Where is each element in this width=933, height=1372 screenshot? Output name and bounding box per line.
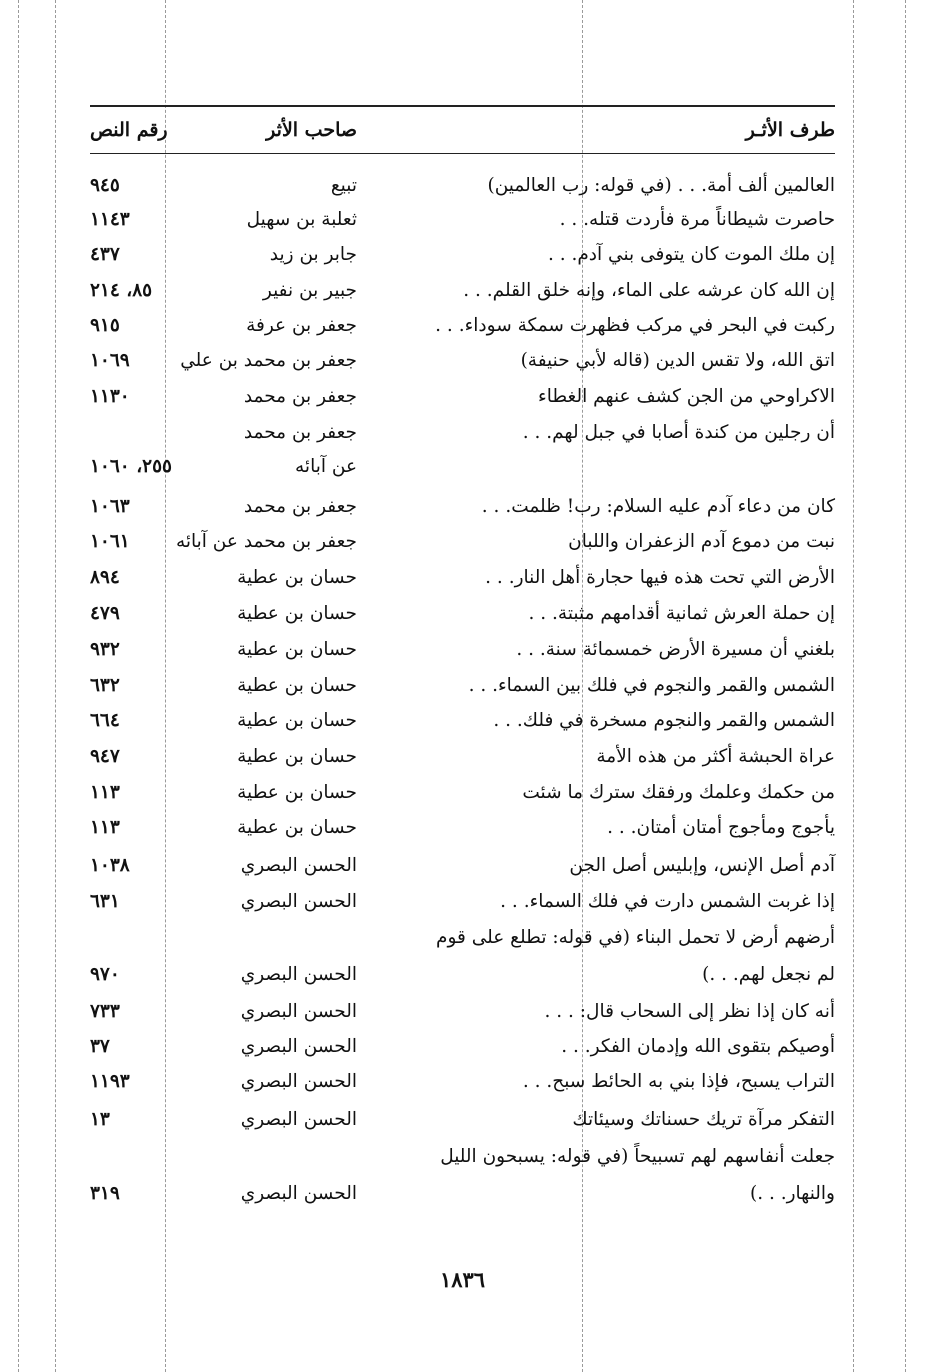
top-rule — [90, 105, 835, 107]
row-number: ٣٧ — [90, 1036, 110, 1057]
row-author: عن آبائه — [295, 456, 357, 477]
header-rule — [90, 153, 835, 154]
row-number — [90, 1144, 185, 1172]
row-number: ٧٣٣ — [90, 1001, 120, 1022]
row-number: ١٠٦٣ — [90, 496, 130, 517]
row-number: ٤٣٧ — [90, 244, 120, 265]
row-number: ٢٥٥، ١٠٦٠ — [90, 456, 172, 477]
row-text: لم نجعل لهم. . .) — [702, 964, 835, 985]
row-text: والنهار. . .) — [749, 1183, 835, 1204]
row-text: الشمس والقمر والنجوم في فلك بين السماء. . . — [468, 675, 835, 696]
row-number: ١٠٣٨ — [90, 855, 130, 876]
row-number: ٣١٩ — [90, 1183, 120, 1204]
row-number: ١١٤٣ — [90, 209, 130, 230]
header-text-column: طرف الأثـر — [745, 119, 835, 141]
row-text: أرضهم أرض لا تحمل البناء (في قوله: تطلع على قوم — [435, 927, 835, 948]
margin-guide-line — [55, 0, 56, 1372]
row-text: أوصيكم بتقوى الله وإدمان الفكر. . . — [561, 1036, 835, 1057]
row-text: بلغني أن مسيرة الأرض خمسمائة سنة. . . — [516, 639, 835, 660]
row-number: ١١٣٠ — [90, 386, 130, 407]
row-author: جعفر بن عرفة — [246, 315, 357, 336]
row-number: ٦٦٤ — [90, 710, 120, 731]
row-text: إن الله كان عرشه على الماء، وإنه خلق القلم. . . — [463, 280, 835, 301]
row-text: أنه كان إذا نظر إلى السحاب قال: . . . — [544, 1001, 835, 1022]
row-text: إذا غربت الشمس دارت في فلك السماء. . . — [500, 891, 835, 912]
row-text: اتق الله، ولا تقس الدين (قاله لأبي حنيفة) — [520, 350, 835, 371]
row-author: حسان بن عطية — [237, 782, 357, 803]
row-number: ٨٩٤ — [90, 567, 120, 588]
row-number: ١٠٦١ — [90, 531, 130, 552]
row-text: كان من دعاء آدم عليه السلام: رب! ظلمت. . . — [481, 496, 835, 517]
row-author: الحسن البصري — [240, 1071, 357, 1092]
row-text: إن حملة العرش ثمانية أقدامهم مثبتة. . . — [528, 603, 835, 624]
row-author: جعفر بن محمد — [243, 496, 357, 517]
row-author: الحسن البصري — [240, 855, 357, 876]
row-number: ١١٩٣ — [90, 1071, 130, 1092]
row-author: حسان بن عطية — [237, 710, 357, 731]
row-author: جبير بن نفير — [262, 280, 357, 301]
margin-guide-line — [905, 0, 906, 1372]
row-number — [90, 925, 185, 953]
row-text: عراة الحبشة أكثر من هذه الأمة — [596, 746, 835, 767]
margin-guide-line — [18, 0, 19, 1372]
row-number: ٩٧٠ — [90, 964, 120, 985]
row-number: ١٠٦٩ — [90, 350, 130, 371]
row-text: أن رجلين من كندة أصابا في جبل لهم. . . — [522, 422, 835, 443]
row-author: الحسن البصري — [240, 1001, 357, 1022]
row-author: جابر بن زيد — [269, 244, 357, 265]
row-author: جعفر بن محمد — [243, 386, 357, 407]
row-author: حسان بن عطية — [237, 746, 357, 767]
margin-guide-line — [853, 0, 854, 1372]
row-author: جعفر بن محمد — [243, 422, 357, 443]
row-author: حسان بن عطية — [237, 675, 357, 696]
row-text: ركبت في البحر في مركب فظهرت سمكة سوداء. . . — [435, 315, 835, 336]
row-number: ٩٤٥ — [90, 175, 120, 196]
row-author: الحسن البصري — [240, 1109, 357, 1130]
row-number: ٦٣١ — [90, 891, 120, 912]
row-text: من حكمك وعلمك ورفقك سترك ما شئت — [522, 782, 835, 803]
row-author: الحسن البصري — [240, 891, 357, 912]
row-author: الحسن البصري — [240, 964, 357, 985]
row-text: الشمس والقمر والنجوم مسخرة في فلك. . . — [493, 710, 835, 731]
row-author: حسان بن عطية — [237, 639, 357, 660]
row-text: نبت من دموع آدم الزعفران واللبان — [568, 531, 835, 552]
row-number: ٩٣٢ — [90, 639, 120, 660]
page-number: ١٨٣٦ — [439, 1267, 486, 1292]
row-number: ٨٥، ٢١٤ — [90, 280, 153, 301]
row-text — [405, 454, 835, 482]
row-number: ١٣ — [90, 1109, 110, 1130]
row-number: ٩٤٧ — [90, 746, 120, 767]
row-text: حاصرت شيطاناً مرة فأردت قتله. . . — [559, 209, 835, 230]
row-number: ١١٣ — [90, 782, 120, 803]
header-author-column: صاحب الأثر — [266, 119, 357, 141]
row-author: جعفر بن محمد عن آبائه — [175, 531, 357, 552]
row-author: الحسن البصري — [240, 1036, 357, 1057]
row-text: الاكراوحي من الجن كشف عنهم الغطاء — [538, 386, 835, 407]
row-text: التفكر مرآة تريك حسناتك وسيئاتك — [572, 1109, 835, 1130]
header-number-column: رقم النص — [90, 119, 168, 141]
row-author: حسان بن عطية — [237, 567, 357, 588]
row-number: ١١٣ — [90, 817, 120, 838]
row-author: الحسن البصري — [240, 1183, 357, 1204]
row-author: جعفر بن محمد بن علي — [180, 350, 357, 371]
index-page — [90, 105, 835, 1305]
row-author: حسان بن عطية — [237, 603, 357, 624]
row-author: تبيع — [330, 175, 357, 196]
row-author: حسان بن عطية — [237, 817, 357, 838]
row-number — [90, 420, 185, 448]
row-number: ٦٣٢ — [90, 675, 120, 696]
row-text: جعلت أنفاسهم لهم تسبيحاً (في قوله: يسبحون الليل — [440, 1146, 835, 1167]
row-text: التراب يسبح، فإذا بني به الحائط سبح. . . — [522, 1071, 835, 1092]
row-author: ثعلبة بن سهيل — [246, 209, 357, 230]
row-text: آدم أصل الإنس، وإبليس أصل الجن — [569, 855, 835, 876]
row-number: ٤٧٩ — [90, 603, 120, 624]
row-text: العالمين ألف أمة. . . (في قوله: رب العالمين) — [487, 175, 835, 196]
row-number: ٩١٥ — [90, 315, 120, 336]
row-text: يأجوج ومأجوج أمتان أمتان. . . — [607, 817, 835, 838]
row-text: الأرض التي تحت هذه فيها حجارة أهل النار. . . — [485, 567, 835, 588]
row-text: إن ملك الموت كان يتوفى بني آدم. . . — [547, 244, 835, 265]
